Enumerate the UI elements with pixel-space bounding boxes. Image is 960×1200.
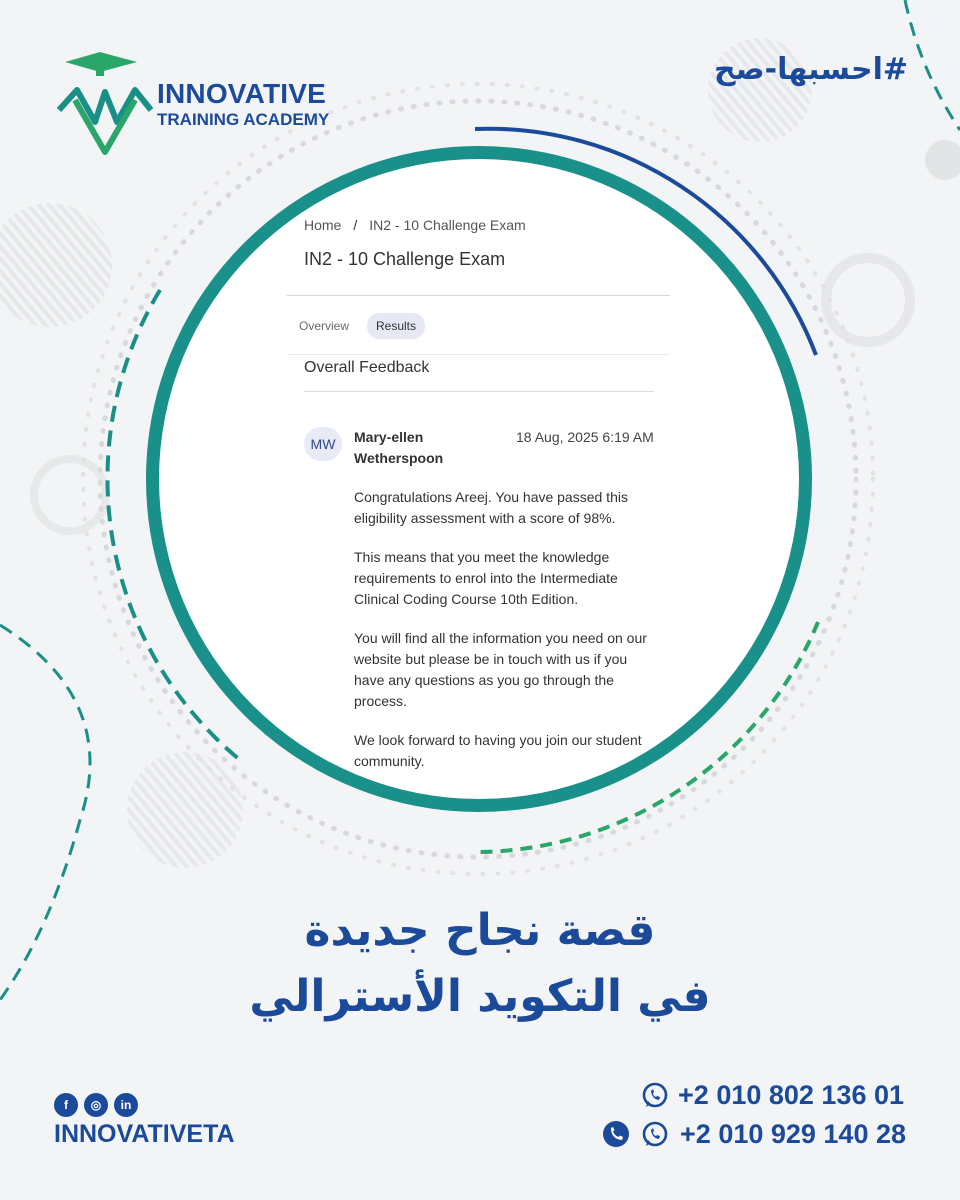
whatsapp-icon: [640, 1081, 670, 1111]
social-handle: INNOVATIVETA: [54, 1120, 235, 1148]
breadcrumb: [304, 217, 526, 233]
headline-line-1: قصة نجاح جديدة: [304, 905, 656, 956]
feedback-paragraph: This means that you meet the knowledge requirements to enrol into the Intermediate Clinical Coding Course 10th Edition.: [354, 549, 618, 607]
instagram-icon[interactable]: ◎: [84, 1093, 108, 1117]
tab-overview[interactable]: Overview: [299, 319, 350, 333]
feedback-paragraph: Congratulations Areej. You have passed this eligibility assessment with a score of 98%.: [354, 489, 628, 526]
feedback-paragraph: You will find all the information you need on our website but please be in touch with us if you have any questions as you go through the process.: [354, 630, 647, 709]
headline: [0, 900, 960, 1028]
feedback-date: 18 Aug, 2025 6:19 AM: [516, 429, 654, 445]
divider: [304, 391, 654, 392]
feedback-author: Mary-ellen Wetherspoon: [354, 429, 444, 466]
phone-number-2[interactable]: +2 010 929 140 28: [680, 1119, 906, 1149]
facebook-icon[interactable]: f: [54, 1093, 78, 1117]
divider: [287, 295, 670, 296]
hashtag: #احسبها-صح: [714, 52, 908, 87]
feedback-message: [354, 487, 659, 790]
avatar: MW: [304, 427, 342, 461]
breadcrumb-home[interactable]: Home: [304, 217, 342, 233]
linkedin-icon[interactable]: in: [114, 1093, 138, 1117]
social-links: [54, 1093, 138, 1117]
breadcrumb-current: IN2 - 10 Challenge Exam: [369, 217, 526, 233]
divider: [287, 354, 670, 355]
phone-number-1[interactable]: +2 010 802 136 01: [678, 1080, 904, 1110]
phone-icon: [602, 1120, 630, 1148]
page-title: IN2 - 10 Challenge Exam: [304, 249, 506, 269]
logo-title: INNOVATIVE: [157, 78, 326, 109]
whatsapp-icon: [640, 1120, 670, 1150]
breadcrumb-separator: /: [353, 217, 358, 233]
tab-results[interactable]: Results: [367, 313, 425, 339]
feedback-paragraph: We look forward to having you join our student community.: [354, 732, 642, 769]
logo-subtitle: TRAINING ACADEMY: [157, 110, 330, 129]
section-title: Overall Feedback: [304, 359, 430, 376]
results-card: [159, 159, 799, 799]
headline-line-2: في التكويد الأسترالي: [249, 971, 711, 1022]
